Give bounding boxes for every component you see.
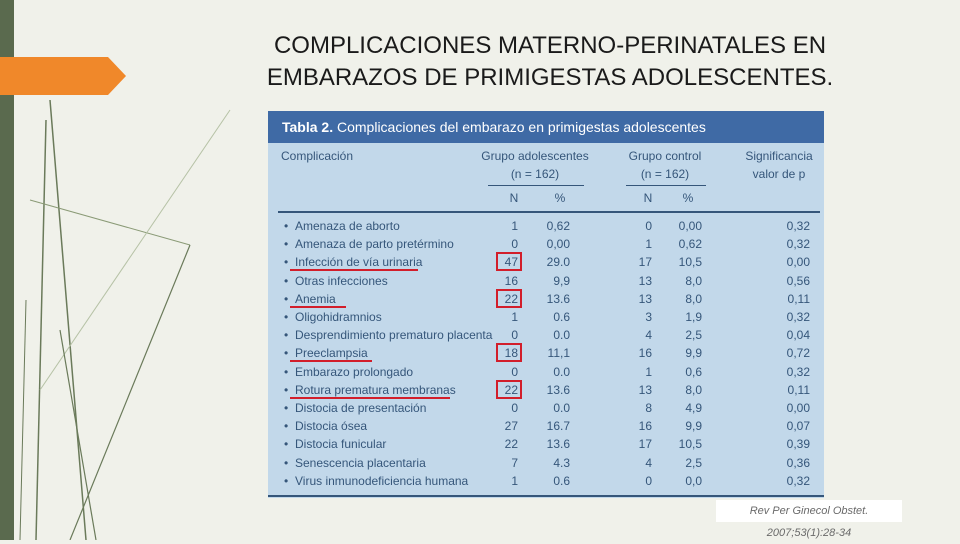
table-row xyxy=(268,472,824,490)
bullet-icon: • xyxy=(284,273,289,288)
cell-p-value: 0,32 xyxy=(786,237,810,252)
table-caption-number: Tabla 2. xyxy=(282,119,334,135)
cell-n-control: 13 xyxy=(638,382,652,397)
cell-n-adolescents: 0 xyxy=(511,237,518,252)
cell-p-value: 0,07 xyxy=(786,419,810,434)
cell-n-control: 13 xyxy=(638,291,652,306)
cell-n-control: 13 xyxy=(638,273,652,288)
cell-pct-control: 4,9 xyxy=(685,401,702,415)
cell-p-value: 0,11 xyxy=(787,382,810,397)
citation: Rev Per Ginecol Obstet. 2007;53(1):28-34 xyxy=(716,500,902,522)
cell-n-adolescents: 16 xyxy=(504,273,518,288)
bullet-icon: • xyxy=(284,437,289,452)
table-row xyxy=(268,454,824,472)
orange-arrow-icon xyxy=(0,57,126,95)
cell-pct-control: 10,5 xyxy=(678,255,702,270)
cell-n-adolescents: 1 xyxy=(511,473,518,488)
bullet-icon: • xyxy=(284,382,289,397)
cell-pct-control: 9,9 xyxy=(685,419,702,434)
cell-n-control: 4 xyxy=(645,328,652,343)
table-row xyxy=(268,272,824,290)
cell-complication: Amenaza de parto pretérmino xyxy=(295,237,454,252)
slide-title-line-2: EMBARAZOS DE PRIMIGESTAS ADOLESCENTES. xyxy=(266,64,834,91)
cell-p-value: 0,00 xyxy=(786,255,810,270)
cell-n-control: 0 xyxy=(645,219,652,233)
table-row xyxy=(268,399,824,417)
bullet-icon: • xyxy=(284,473,289,488)
cell-pct-control: 8,0 xyxy=(685,291,702,306)
cell-n-adolescents: 1 xyxy=(511,310,518,324)
cell-pct-adolescents: 4.3 xyxy=(553,455,570,470)
cell-n-adolescents: 7 xyxy=(511,455,518,470)
cell-complication: Anemia xyxy=(295,291,336,306)
cell-p-value: 0,11 xyxy=(787,291,810,306)
cell-complication: Distocia ósea xyxy=(295,419,368,434)
cell-n-control: 8 xyxy=(645,401,652,415)
table-row xyxy=(268,290,824,308)
header-rule-control xyxy=(626,185,706,186)
highlight-underline xyxy=(290,306,346,308)
cell-n-adolescents: 22 xyxy=(504,437,518,452)
table-caption-text: Complicaciones del embarazo en primigestas adolescentes xyxy=(336,119,706,135)
cell-pct-adolescents: 29.0 xyxy=(546,255,570,270)
slide-title xyxy=(200,30,900,94)
cell-complication: Distocia funicular xyxy=(295,437,387,452)
cell-pct-control: 0,6 xyxy=(685,364,702,379)
cell-n-adolescents: 18 xyxy=(504,346,518,361)
cell-pct-adolescents: 0.0 xyxy=(553,364,570,379)
bullet-icon: • xyxy=(284,401,289,415)
cell-n-control: 0 xyxy=(645,473,652,488)
highlight-underline xyxy=(290,269,418,271)
cell-pct-adolescents: 13.6 xyxy=(546,291,570,306)
table-row xyxy=(268,308,824,326)
cell-complication: Preeclampsia xyxy=(295,346,368,361)
cell-complication: Amenaza de aborto xyxy=(295,219,400,233)
cell-pct-adolescents: 0,00 xyxy=(546,237,570,252)
cell-pct-adolescents: 13.6 xyxy=(546,437,570,452)
cell-n-adolescents: 22 xyxy=(504,291,518,306)
cell-pct-control: 0,0 xyxy=(685,473,702,488)
table-row xyxy=(268,435,824,453)
cell-pct-adolescents: 9,9 xyxy=(553,273,570,288)
cell-complication: Infección de vía urinaria xyxy=(295,255,423,270)
cell-pct-control: 0,62 xyxy=(678,237,702,252)
cell-pct-adolescents: 0.6 xyxy=(553,310,570,324)
cell-n-adolescents: 27 xyxy=(504,419,518,434)
complications-table xyxy=(268,111,824,498)
cell-n-control: 17 xyxy=(638,255,652,270)
cell-pct-adolescents: 0.6 xyxy=(553,473,570,488)
cell-complication: Senescencia placentaria xyxy=(295,455,426,470)
cell-p-value: 0,04 xyxy=(786,328,810,343)
cell-pct-adolescents: 0,62 xyxy=(546,219,570,233)
cell-pct-control: 8,0 xyxy=(685,382,702,397)
header-group-adolescents: Grupo adolescentes xyxy=(481,149,589,163)
cell-n-adolescents: 0 xyxy=(511,364,518,379)
cell-complication: Rotura prematura membranas xyxy=(295,382,456,397)
header-n-adolescents: N xyxy=(509,191,519,205)
cell-n-control: 1 xyxy=(645,237,652,252)
header-group-control: Grupo control xyxy=(628,149,702,163)
cell-p-value: 0,39 xyxy=(786,437,810,452)
bullet-icon: • xyxy=(284,364,289,379)
cell-pct-adolescents: 13.6 xyxy=(546,382,570,397)
bullet-icon: • xyxy=(284,219,289,233)
bullet-icon: • xyxy=(284,255,289,270)
bullet-icon: • xyxy=(284,419,289,434)
cell-p-value: 0,36 xyxy=(786,455,810,470)
bullet-icon: • xyxy=(284,291,289,306)
cell-p-value: 0,32 xyxy=(786,364,810,379)
header-significance: Significancia xyxy=(745,149,813,163)
cell-p-value: 0,00 xyxy=(786,401,810,415)
cell-p-value: 0,56 xyxy=(786,273,810,288)
cell-complication: Virus inmunodeficiencia humana xyxy=(295,473,469,488)
highlight-underline xyxy=(290,397,450,399)
cell-pct-adolescents: 11,1 xyxy=(547,346,570,361)
table-caption xyxy=(268,111,824,143)
cell-p-value: 0,32 xyxy=(786,310,810,324)
table-row xyxy=(268,417,824,435)
header-bottom-rule xyxy=(278,211,820,213)
cell-pct-control: 2,5 xyxy=(685,455,702,470)
slide-title-line-1: COMPLICACIONES MATERNO-PERINATALES EN xyxy=(273,32,827,59)
cell-complication: Otras infecciones xyxy=(295,273,388,288)
cell-p-value: 0,72 xyxy=(786,346,810,361)
cell-pct-adolescents: 0.0 xyxy=(553,401,570,415)
cell-complication: Oligohidramnios xyxy=(295,310,382,324)
cell-pct-control: 9,9 xyxy=(685,346,702,361)
header-p-value: valor de p xyxy=(752,167,806,181)
table-row xyxy=(268,235,824,253)
cell-p-value: 0,32 xyxy=(786,219,810,233)
header-rule-adolescents xyxy=(488,185,584,186)
cell-pct-adolescents: 16.7 xyxy=(546,419,570,434)
header-complication: Complicación xyxy=(281,149,354,163)
cell-pct-control: 8,0 xyxy=(685,273,702,288)
cell-n-control: 4 xyxy=(645,455,652,470)
cell-p-value: 0,32 xyxy=(786,473,810,488)
table-row xyxy=(268,363,824,381)
cell-pct-control: 2,5 xyxy=(685,328,702,343)
cell-n-control: 16 xyxy=(638,419,652,434)
cell-n-control: 1 xyxy=(645,364,652,379)
cell-pct-control: 10,5 xyxy=(678,437,702,452)
cell-complication: Distocia de presentación xyxy=(295,401,427,415)
table-row xyxy=(268,217,824,235)
cell-pct-adolescents: 0.0 xyxy=(553,328,570,343)
header-group-control-n: (n = 162) xyxy=(640,167,690,181)
cell-n-adolescents: 0 xyxy=(511,401,518,415)
bullet-icon: • xyxy=(284,328,289,343)
bullet-icon: • xyxy=(284,310,289,324)
bullet-icon: • xyxy=(284,346,289,361)
highlight-underline xyxy=(290,360,372,362)
bullet-icon: • xyxy=(284,455,289,470)
cell-complication: Embarazo prolongado xyxy=(295,364,414,379)
cell-n-adolescents: 47 xyxy=(504,255,518,270)
cell-pct-control: 0,00 xyxy=(678,219,702,233)
table-bottom-rule xyxy=(268,495,824,497)
cell-n-adolescents: 1 xyxy=(511,219,518,233)
cell-n-adolescents: 0 xyxy=(511,328,518,343)
cell-n-control: 17 xyxy=(638,437,652,452)
cell-pct-control: 1,9 xyxy=(685,310,702,324)
header-pct-control: % xyxy=(682,191,694,205)
table-row xyxy=(268,326,824,344)
cell-n-adolescents: 22 xyxy=(504,382,518,397)
bullet-icon: • xyxy=(284,237,289,252)
cell-complication: Desprendimiento prematuro placenta xyxy=(295,328,493,343)
header-group-adolescents-n: (n = 162) xyxy=(510,167,560,181)
header-n-control: N xyxy=(643,191,653,205)
highlight-box xyxy=(496,252,522,271)
cell-n-control: 3 xyxy=(645,310,652,324)
cell-n-control: 16 xyxy=(638,346,652,361)
highlight-box xyxy=(496,289,522,308)
header-pct-adolescents: % xyxy=(554,191,566,205)
highlight-box xyxy=(496,380,522,399)
highlight-box xyxy=(496,343,522,362)
